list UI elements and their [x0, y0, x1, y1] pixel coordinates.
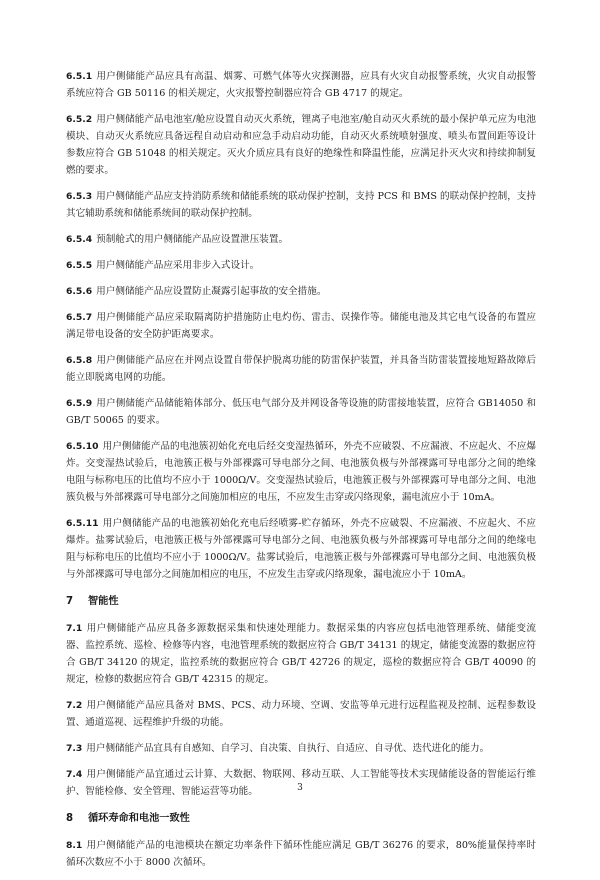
- clause-number: 6.5.8: [66, 355, 93, 366]
- clause-text: 用户侧储能产品应设置防止凝露引起事故的安全措施。: [96, 286, 327, 297]
- clause-text: 用户侧储能产品应支持消防系统和储能系统的联动保护控制，支持 PCS 和 BMS 的联动保护控制，支持其它辅助系统和储能系统间的联动保护控制。: [66, 191, 536, 219]
- chapter-title: 循环寿命和电池一致性: [88, 813, 190, 824]
- chapter-number: 8: [66, 813, 74, 824]
- chapter-8-heading: [66, 810, 536, 827]
- clause-number: 6.5.3: [66, 191, 93, 202]
- clause-number: 6.5.11: [66, 518, 99, 529]
- clause-number: 6.5.6: [66, 286, 93, 297]
- chapter-title: 智能性: [88, 596, 119, 607]
- clause-number: 7.2: [66, 700, 83, 711]
- clause-text: 用户侧储能产品的电池模块在额定功率条件下循环性能应满足 GB/T 36276 的要求，80%能量保持率时循环次数应不小于 8000 次循环。: [66, 840, 536, 868]
- clause-text: 用户侧储能产品储能箱体部分、低压电气部分及并网设备等设施的防雷接地装置，应符合 GB14050 和 GB/T 50065 的要求。: [66, 398, 536, 426]
- clause-6-5-11: [66, 515, 536, 583]
- clause-text: 用户侧储能产品应具有高温、烟雾、可燃气体等火灾探测器，应具有火灾自动报警系统，火灾自动报警系统应符合 GB 50116 的相关规定，火灾报警控制器应符合 GB 4717 的规定。: [66, 71, 536, 99]
- chapter-7-heading: [66, 593, 536, 610]
- clause-number: 6.5.5: [66, 260, 93, 271]
- clause-number: 7.3: [66, 743, 83, 754]
- clause-8-1: [66, 837, 536, 871]
- clause-6-5-8: [66, 352, 536, 386]
- clause-text: 用户侧储能产品应采取隔离防护措施防止电灼伤、雷击、误操作等。储能电池及其它电气设备的布置应满足带电设备的安全防护距离要求。: [66, 312, 536, 340]
- clause-text: 用户侧储能产品应具备多源数据采集和快速处理能力。数据采集的内容应包括电池管理系统、储能变流器、监控系统、巡检、检修等内容，电池管理系统的数据应符合 GB/T 34131 的规定，储能变流器的数据应符合 GB/T 34120 的规定，监控系统的数据应符合 GB/T 42726 的规定，巡检的数据应符合 GB/T 40090 的规定，检修的数据应符合 GB/T 42315 的规定。: [66, 623, 536, 685]
- clause-number: 6.5.1: [66, 71, 93, 82]
- clause-text: 用户侧储能产品应采用非步入式设计。: [96, 260, 260, 271]
- clause-6-5-2: [66, 111, 536, 179]
- clause-7-3: [66, 740, 536, 757]
- document-body: [66, 68, 536, 880]
- clause-7-1: [66, 620, 536, 688]
- clause-text: 用户侧储能产品电池室/舱应设置自动灭火系统，锂离子电池室/舱自动灭火系统的最小保护单元应为电池模块、自动灭火系统应具备远程自动启动和应急手动启动功能，自动灭火系统喷射强度、喷头布置间距等设计参数应符合 GB 51048 的相关规定。灭火介质应具有良好的绝缘性和降温性能，应满足扑灭火灾和持续抑制复燃的要求。: [66, 114, 536, 176]
- clause-text: 用户侧储能产品应具备对 BMS、PCS、动力环境、空调、安监等单元进行远程监视及控制、远程参数设置、通道巡视、远程维护升级的功能。: [66, 700, 536, 728]
- clause-text: 用户侧储能产品宜具有自感知、自学习、自决策、自执行、自适应、自寻优、迭代进化的能力。: [86, 743, 490, 754]
- clause-6-5-5: [66, 257, 536, 274]
- clause-7-2: [66, 697, 536, 731]
- clause-6-5-4: [66, 231, 536, 248]
- clause-6-5-6: [66, 283, 536, 300]
- clause-text: 预制舱式的用户侧储能产品应设置泄压装置。: [96, 234, 289, 245]
- clause-number: 6.5.7: [66, 312, 93, 323]
- clause-6-5-9: [66, 395, 536, 429]
- clause-number: 6.5.10: [66, 441, 99, 452]
- clause-number: 7.4: [66, 769, 83, 780]
- clause-text: 用户侧储能产品的电池簇初始化充电后经交变湿热循环，外壳不应破裂、不应漏液、不应起火、不应爆炸。交变湿热试验后，电池簇正极与外部裸露可导电部分之间、电池簇负极与外部裸露可导电部分之间的绝缘电阻与标称电压的比值均不应小于 1000Ω/V。交变湿热试验后，电池簇正极与外部裸露可导电部分之间、电池簇负极与外部裸露可导电部分之间施加相应的电压，不应发生击穿或闪络现象，漏电流应小于 10mA。: [66, 441, 536, 503]
- clause-number: 8.1: [66, 840, 83, 851]
- clause-text: 用户侧储能产品应在并网点设置自带保护脱离功能的防雷保护装置，并具备当防雷装置接地短路故障后能立即脱离电网的功能。: [66, 355, 536, 383]
- clause-number: 6.5.2: [66, 114, 93, 125]
- clause-number: 7.1: [66, 623, 83, 634]
- clause-text: 用户侧储能产品的电池簇初始化充电后经喷雾-贮存循环，外壳不应破裂、不应漏液、不应起火、不应爆炸。盐雾试验后，电池簇正极与外部裸露可导电部分之间、电池簇负极与外部裸露可导电部分之间的绝缘电阻与标称电压的比值均不应小于 1000Ω/V。盐雾试验后，电池簇正极与外部裸露可导电部分之间、电池簇负极与外部裸露可导电部分之间施加相应的电压，不应发生击穿或闪络现象，漏电流应小于 10mA。: [66, 518, 536, 580]
- chapter-number: 7: [66, 596, 74, 607]
- clause-6-5-1: [66, 68, 536, 102]
- clause-6-5-10: [66, 438, 536, 506]
- clause-number: 6.5.9: [66, 398, 93, 409]
- clause-text: 用户侧储能产品宜通过云计算、大数据、物联网、移动互联、人工智能等技术实现储能设备的智能运行维护、智能检修、安全管理、智能运营等功能。: [66, 769, 536, 797]
- clause-6-5-3: [66, 188, 536, 222]
- clause-6-5-7: [66, 309, 536, 343]
- page-number: 3: [297, 783, 303, 793]
- clause-number: 6.5.4: [66, 234, 93, 245]
